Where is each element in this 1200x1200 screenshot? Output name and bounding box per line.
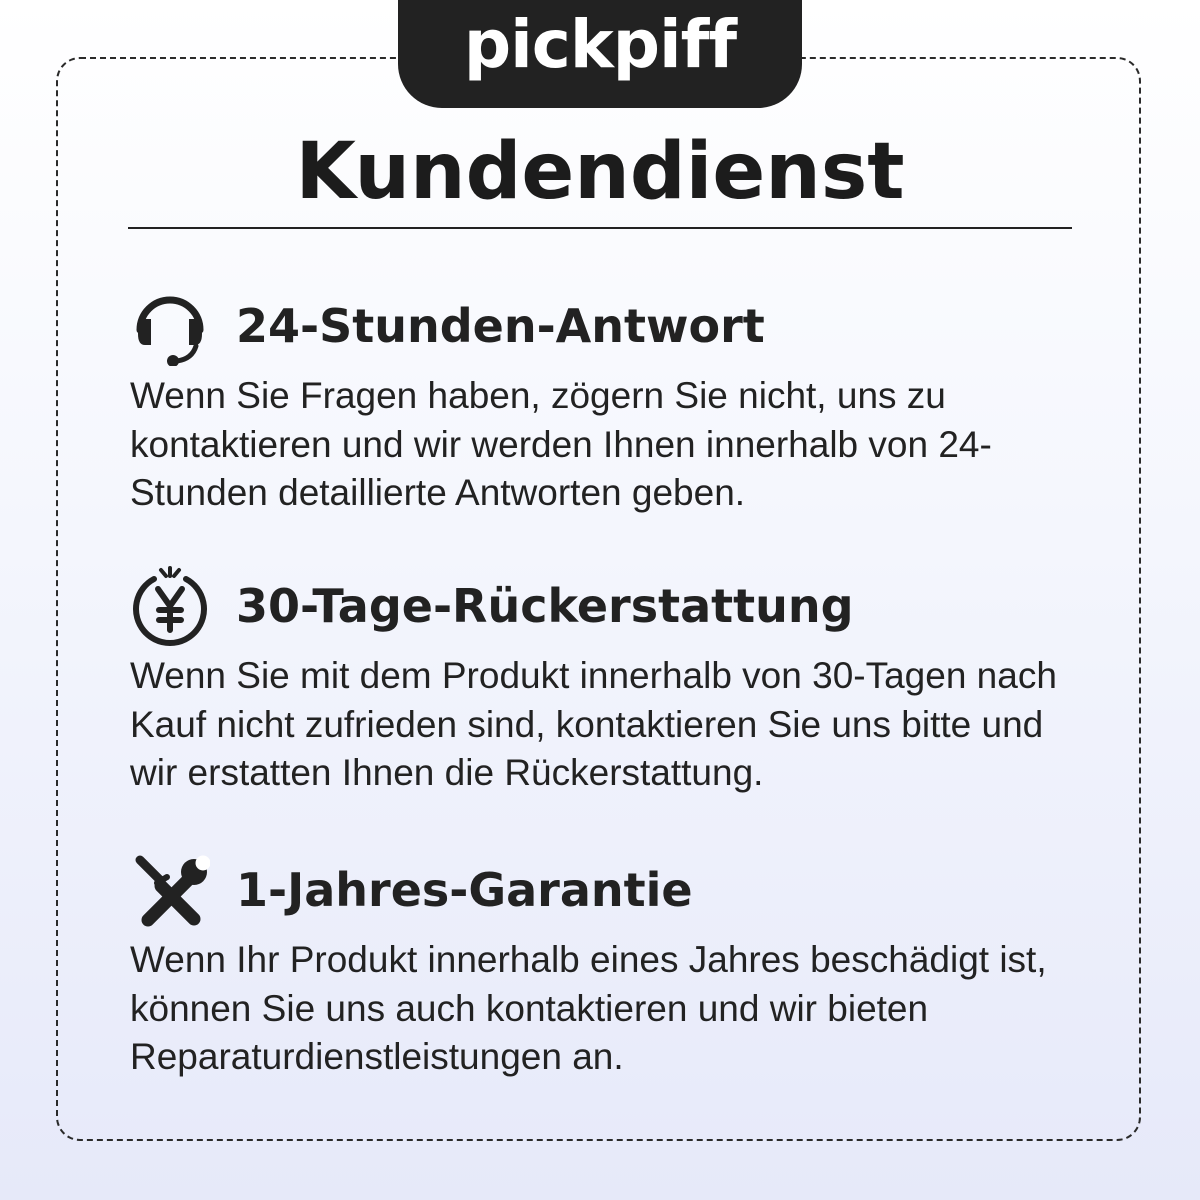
yen-refund-icon <box>130 566 210 646</box>
section-description: Wenn Sie mit dem Produkt innerhalb von 30-Tagen nach Kauf nicht zufrieden sind, kontaktieren Sie uns bitte und wir erstatten Ihnen die Rückerstattung. <box>130 655 1057 793</box>
page-title: Kundendienst <box>295 127 905 217</box>
section-title: 1-Jahres-Garantie <box>236 863 693 917</box>
section-1y-warranty <box>130 844 1090 1082</box>
section-header <box>130 280 1090 372</box>
section-title: 24-Stunden-Antwort <box>236 299 765 353</box>
section-title: 30-Tage-Rückerstattung <box>236 579 854 633</box>
section-30d-refund <box>130 560 1090 798</box>
headset-icon <box>130 286 210 366</box>
brand-tab <box>398 0 802 108</box>
wrench-screwdriver-icon <box>130 850 210 930</box>
brand-logo: pickpiff <box>463 6 737 83</box>
section-24h-response <box>130 280 1090 518</box>
section-header <box>130 560 1090 652</box>
section-header <box>130 844 1090 936</box>
section-description: Wenn Ihr Produkt innerhalb eines Jahres beschädigt ist, können Sie uns auch kontaktieren und wir bieten Reparaturdienstleistungen an. <box>130 939 1047 1077</box>
section-description: Wenn Sie Fragen haben, zögern Sie nicht, uns zu kontaktieren und wir werden Ihnen innerhalb von 24-Stunden detaillierte Antworten geben. <box>130 375 992 513</box>
title-divider <box>128 227 1072 229</box>
